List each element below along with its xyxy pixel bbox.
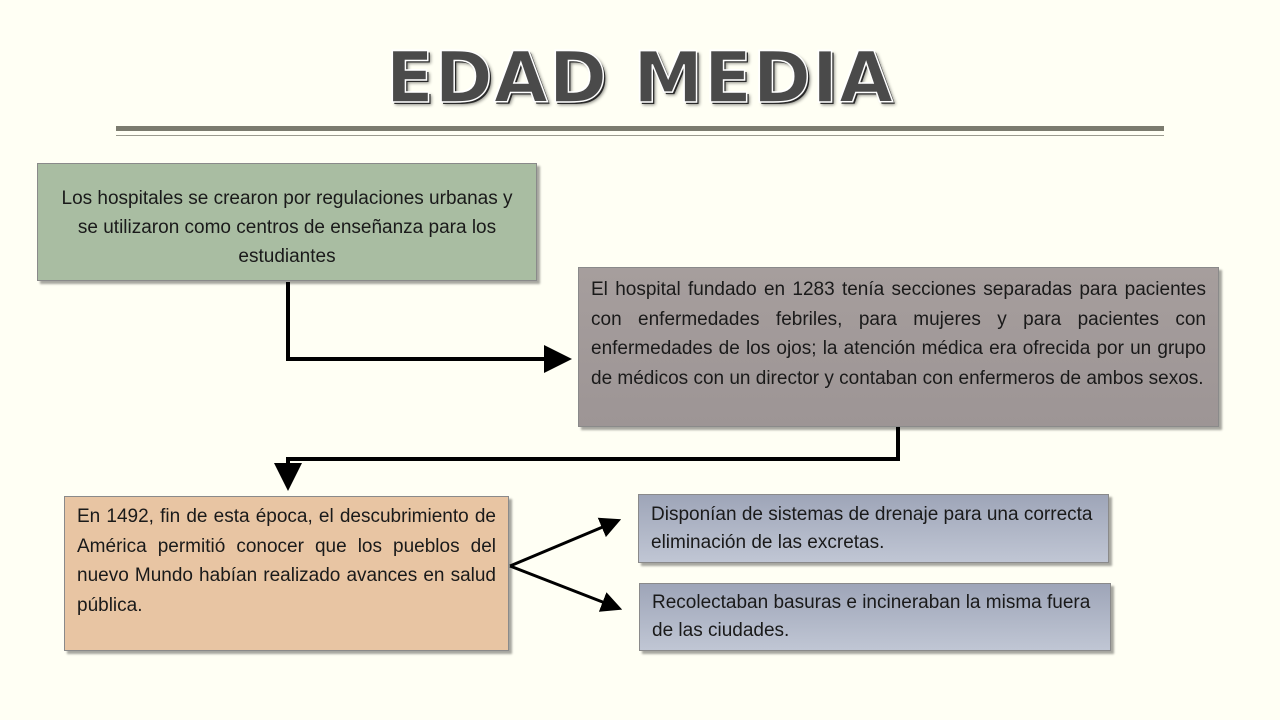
box-drainage-text: Disponían de sistemas de drenaje para una correcta eliminación de las excretas. bbox=[651, 504, 1093, 553]
box-discovery-1492-text: En 1492, fin de esta época, el descubrimiento de América permitió conocer que los pueblos del nuevo Mundo habían realizado avances en salud pública. bbox=[77, 506, 496, 616]
arrow-box2-to-box3 bbox=[288, 423, 898, 485]
box-garbage bbox=[639, 583, 1111, 651]
arrow-box1-to-box2 bbox=[288, 282, 566, 359]
arrow-box3-to-box4 bbox=[510, 521, 617, 566]
box-hospitals-origin bbox=[37, 163, 537, 281]
box-hospital-1283 bbox=[578, 267, 1219, 427]
box-garbage-text: Recolectaban basuras e incineraban la misma fuera de las ciudades. bbox=[652, 592, 1091, 641]
arrow-box3-to-box5 bbox=[510, 566, 618, 608]
box-drainage bbox=[638, 494, 1109, 563]
page-title: EDAD MEDIA bbox=[385, 37, 895, 119]
box-hospitals-origin-text: Los hospitales se crearon por regulaciones urbanas y se utilizaron como centros de enseñanza para los estudiantes bbox=[61, 188, 513, 267]
box-discovery-1492 bbox=[64, 496, 509, 651]
box-hospital-1283-text: El hospital fundado en 1283 tenía secciones separadas para pacientes con enfermedades febriles, para mujeres y para pacientes con enfermedades de los ojos; la atención médica era ofrecida por un grupo de médicos con un director y contaban con enfermeros de ambos sexos. bbox=[591, 279, 1206, 389]
